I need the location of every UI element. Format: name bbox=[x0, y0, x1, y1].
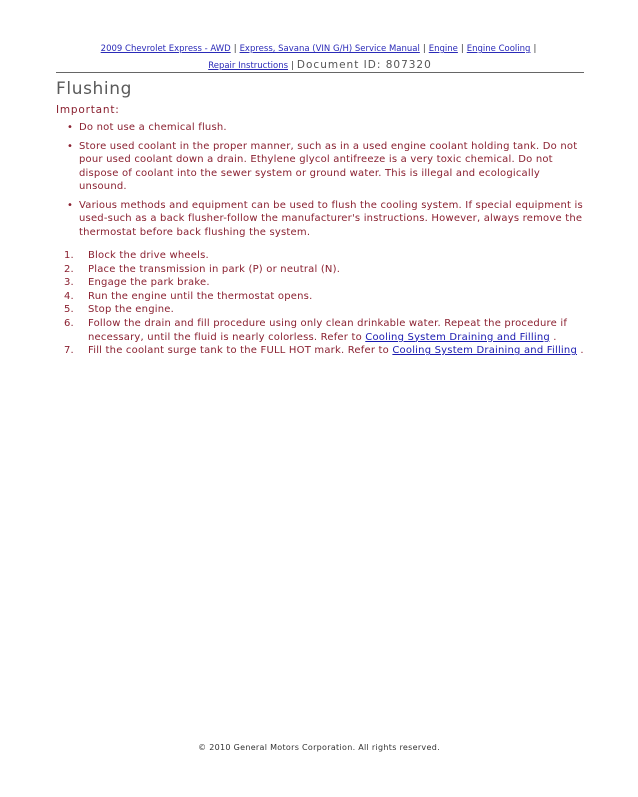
breadcrumb-link-vehicle[interactable]: 2009 Chevrolet Express - AWD bbox=[100, 44, 231, 54]
procedure-step bbox=[62, 344, 586, 358]
procedure-step bbox=[62, 276, 586, 290]
step-number: 2. bbox=[64, 263, 74, 275]
procedure-step bbox=[62, 317, 586, 344]
step-number: 6. bbox=[64, 317, 74, 329]
page-title: Flushing bbox=[56, 79, 132, 99]
procedure-step bbox=[62, 290, 586, 304]
important-note: • Store used coolant in the proper manner, such as in a used engine coolant holding tank. Do not pour used coolant down a drain. Ethylene glycol antifreeze is a very toxic chemical. Do not dispose of coolant into the sewer system or ground water. This is illegal and ecologically unsound. bbox=[62, 140, 586, 194]
step-number: 7. bbox=[64, 345, 74, 357]
step-text: Engage the park brake. bbox=[88, 277, 210, 289]
step-number: 1. bbox=[64, 250, 74, 261]
step-text-suffix: . bbox=[549, 331, 557, 343]
step-text: Fill the coolant surge tank to the FULL HOT mark. Refer to bbox=[88, 345, 393, 357]
important-note: • Various methods and equipment can be used to flush the cooling system. If special equipment is used-such as a back flusher-follow the manufacturer's instructions. However, always remove the thermostat before back flushing the system. bbox=[62, 199, 586, 240]
breadcrumb-separator: | bbox=[460, 44, 464, 54]
step-text-suffix: . bbox=[577, 345, 584, 357]
procedure-steps-list bbox=[62, 249, 586, 358]
breadcrumb-link-engine[interactable]: Engine bbox=[428, 44, 458, 54]
step-text: Block the drive wheels. bbox=[88, 250, 209, 261]
important-note: • Do not use a chemical flush. bbox=[62, 121, 586, 135]
breadcrumb-separator: | bbox=[422, 44, 426, 54]
breadcrumb-link-engine-cooling[interactable]: Engine Cooling bbox=[466, 44, 531, 54]
document-id: Document ID: 807320 bbox=[296, 59, 432, 71]
step-text: Run the engine until the thermostat opens. bbox=[88, 290, 313, 302]
step-number: 3. bbox=[64, 277, 74, 289]
important-notes-list bbox=[62, 121, 586, 244]
breadcrumb-separator: | bbox=[533, 44, 537, 54]
step-text: Stop the engine. bbox=[88, 304, 174, 316]
copyright-footer: © 2010 General Motors Corporation. All rights reserved. bbox=[198, 743, 440, 752]
header-divider bbox=[56, 72, 584, 73]
breadcrumb bbox=[56, 41, 584, 74]
step-number: 4. bbox=[64, 290, 74, 302]
procedure-step bbox=[62, 303, 586, 317]
important-label: Important: bbox=[56, 104, 120, 116]
procedure-step bbox=[62, 249, 586, 263]
step-number: 5. bbox=[64, 304, 74, 316]
breadcrumb-link-service-manual[interactable]: Express, Savana (VIN G/H) Service Manual bbox=[239, 44, 420, 54]
procedure-step bbox=[62, 263, 586, 277]
breadcrumb-link-repair-instructions[interactable]: Repair Instructions bbox=[208, 61, 289, 71]
step-text: Place the transmission in park (P) or neutral (N). bbox=[88, 263, 341, 275]
cooling-system-draining-link[interactable]: Cooling System Draining and Filling bbox=[392, 345, 577, 357]
breadcrumb-separator: | bbox=[291, 61, 294, 71]
breadcrumb-separator: | bbox=[233, 44, 237, 54]
cooling-system-draining-link[interactable]: Cooling System Draining and Filling bbox=[365, 331, 550, 343]
step-text: Follow the drain and fill procedure using only clean drinkable water. Repeat the procedure if necessary, until the fluid is nearly colorless. Refer to bbox=[88, 317, 568, 343]
